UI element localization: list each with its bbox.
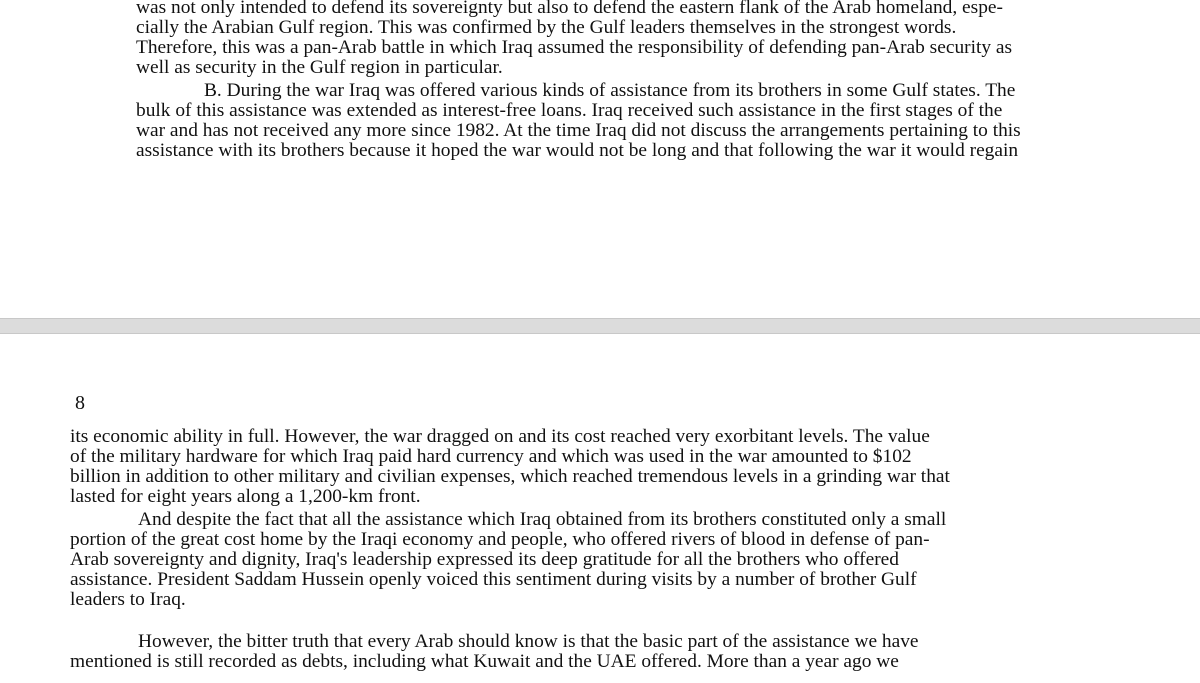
page-separator (0, 318, 1200, 334)
text-line: And despite the fact that all the assistance which Iraq obtained from its brothers constituted only a small (138, 509, 947, 530)
text-line: its economic ability in full. However, the war dragged on and its cost reached very exorbitant levels. The value (70, 426, 930, 447)
text-line: mentioned is still recorded as debts, including what Kuwait and the UAE offered. More than a year ago we (70, 651, 899, 672)
text-line: assistance with its brothers because it hoped the war would not be long and that following the war it would regain (136, 140, 1019, 161)
text-line: leaders to Iraq. (70, 589, 186, 610)
text-line: well as security in the Gulf region in particular. (136, 57, 503, 78)
text-line: B. During the war Iraq was offered various kinds of assistance from its brothers in some Gulf states. The (204, 80, 1016, 101)
text-line: was not only intended to defend its sovereignty but also to defend the eastern flank of the Arab homeland, espe- (136, 0, 1003, 18)
text-line: bulk of this assistance was extended as interest-free loans. Iraq received such assistance in the first stages of the (136, 100, 1003, 121)
document-page-bottom (0, 334, 1200, 683)
text-line: assistance. President Saddam Hussein openly voiced this sentiment during visits by a number of brother Gulf (70, 569, 917, 590)
document-page-top (0, 0, 1200, 318)
text-line: However, the bitter truth that every Arab should know is that the basic part of the assistance we have (138, 631, 919, 652)
text-line: cially the Arabian Gulf region. This was confirmed by the Gulf leaders themselves in the strongest words. (136, 17, 957, 38)
text-line: lasted for eight years along a 1,200-km front. (70, 486, 421, 507)
text-line: billion in addition to other military and civilian expenses, which reached tremendous levels in a grinding war that (70, 466, 950, 487)
page-number: 8 (75, 392, 85, 414)
text-line: Arab sovereignty and dignity, Iraq's leadership expressed its deep gratitude for all the brothers who offered (70, 549, 899, 570)
text-line: war and has not received any more since 1982. At the time Iraq did not discuss the arrangements pertaining to this (136, 120, 1021, 141)
text-line: portion of the great cost home by the Iraqi economy and people, who offered rivers of blood in defense of pan- (70, 529, 930, 550)
text-line: of the military hardware for which Iraq paid hard currency and which was used in the war amounted to $102 (70, 446, 912, 467)
text-line: Therefore, this was a pan-Arab battle in which Iraq assumed the responsibility of defending pan-Arab security as (136, 37, 1013, 58)
